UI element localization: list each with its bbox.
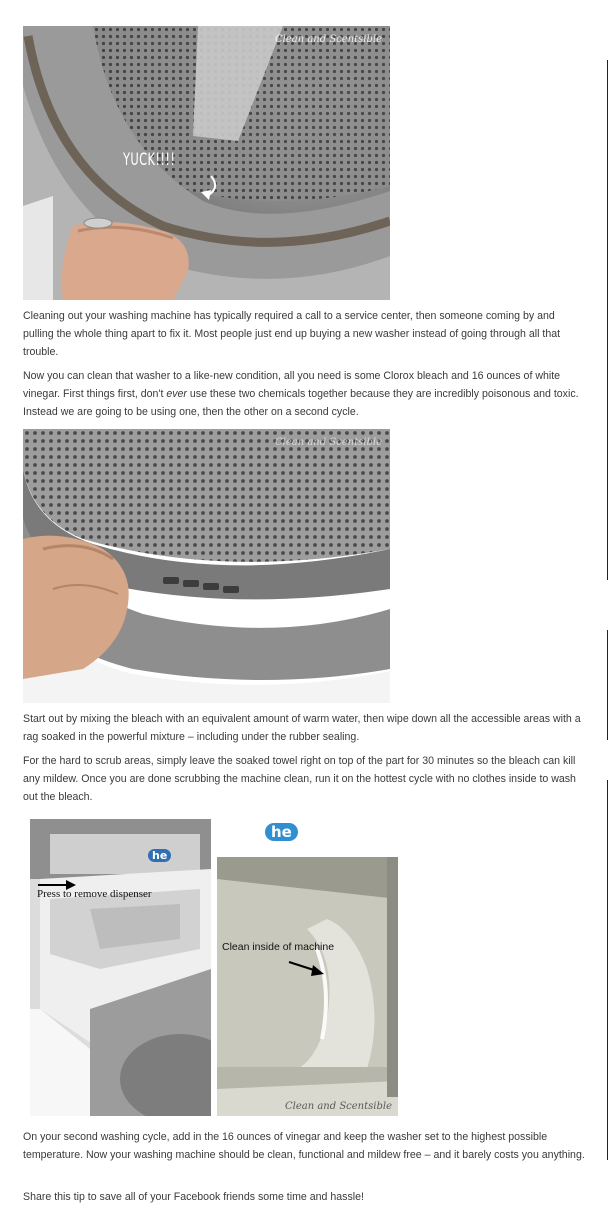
paragraph-materials-start: Now you can clean that washer to a like-new condition, all you need is some Clorox bleach and 16 ounces of white vinegar. First things first, don't (23, 370, 561, 400)
emphasis-ever: ever (166, 388, 187, 400)
page-edge-divider (607, 60, 608, 580)
photo1-watermark: Clean and Scentsible (274, 34, 382, 45)
paragraph-vinegar: On your second washing cycle, add in the 16 ounces of vinegar and keep the washer set to the highest possible temperature. Now your washing machine should be clean, functional and mildew free – and it barely costs you anything. (23, 1131, 585, 1161)
machine-inside-photo (217, 819, 398, 1116)
page-edge-divider (607, 630, 608, 740)
paragraph-intro: Cleaning out your washing machine has typically required a call to a service center, then someone coming by and pulling the whole thing apart to fix it. Most people just end up buying a new washer instead of going through all that trouble. (23, 310, 561, 358)
curved-arrow-icon (193, 174, 223, 202)
arrow-icon (287, 959, 327, 979)
washer-drum-photo (23, 429, 390, 703)
paragraph-materials (23, 367, 588, 421)
washer-seal-mildew-photo (23, 26, 390, 300)
washer-seal-mildew-image (23, 26, 390, 300)
press-to-remove-label: Press to remove dispenser (37, 888, 152, 900)
photo2-watermark: Clean and Scentsible (274, 437, 382, 448)
he-logo-icon: he (265, 823, 298, 841)
dispenser-image (30, 819, 211, 1116)
page-edge-divider (607, 780, 608, 1160)
paragraph-bleach-mix: Start out by mixing the bleach with an equivalent amount of warm water, then wipe down all the accessible areas with a rag soaked in the powerful mixture – including under the rubber sealing. (23, 713, 581, 743)
clean-inside-label: Clean inside of machine (222, 941, 335, 953)
washer-drum-image (23, 429, 390, 703)
yuck-overlay-text: YUCK!!!! (123, 150, 176, 170)
he-logo-icon: he (148, 849, 171, 862)
paragraph-scrub: For the hard to scrub areas, simply leave the soaked towel right on top of the part for 30 minutes so the bleach can kill any mildew. Once you are done scrubbing the machine clean, run it on the hottest cycle with no clothes inside to wash out the bleach. (23, 755, 576, 803)
photo4-watermark: Clean and Scentsible (284, 1101, 392, 1112)
paragraph-materials-end: use these two chemicals together because they are incredibly poisonous and toxic. Instead we are going to be using one, then the other on a second cycle. (23, 388, 579, 418)
paragraph-share: Share this tip to save all of your Facebook friends some time and hassle! (23, 1191, 364, 1203)
dispenser-photo (30, 819, 211, 1116)
